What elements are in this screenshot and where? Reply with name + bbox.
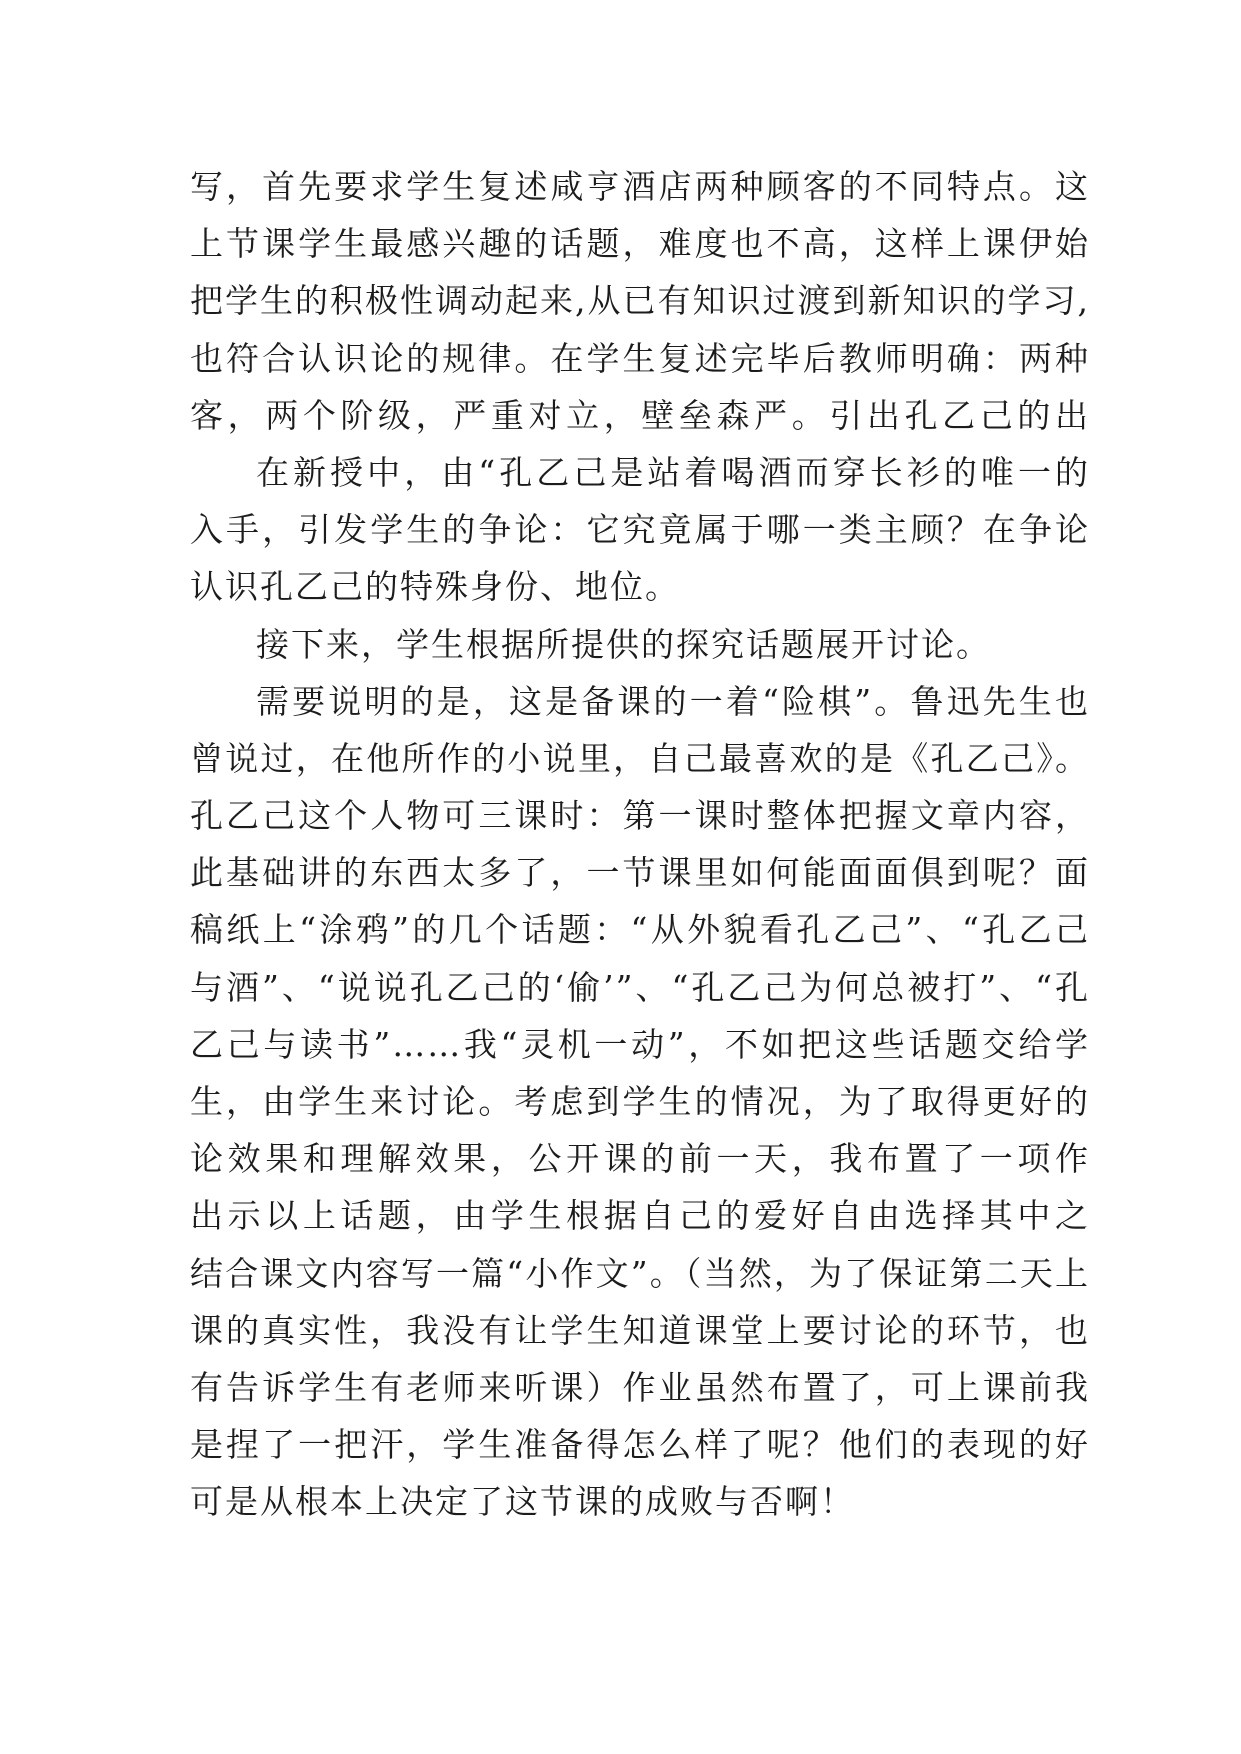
text-line: 是捏了一把汗，学生准备得怎么样了呢？他们的表现的好 — [190, 1425, 1090, 1465]
text-line: 此基础讲的东西太多了，一节课里如何能面面俱到呢？面 — [190, 853, 1090, 893]
text-line: 出示以上话题，由学生根据自己的爱好自由选择其中之 — [190, 1196, 1090, 1236]
text-line: 上节课学生最感兴趣的话题，难度也不高，这样上课伊始 — [190, 224, 1090, 264]
text-line: 在新授中，由“孔乙己是站着喝酒而穿长衫的唯一的 — [256, 452, 1090, 492]
body-text — [190, 158, 1090, 1531]
text-line: 有告诉学生有老师来听课）作业虽然布置了，可上课前我 — [190, 1367, 1090, 1407]
text-line: 入手，引发学生的争论：它究竟属于哪一类主顾？在争论 — [190, 510, 1090, 550]
text-line: 稿纸上“涂鸦”的几个话题：“从外貌看孔乙己”、“孔乙己 — [190, 910, 1090, 950]
text-line: 也符合认识论的规律。在学生复述完毕后教师明确：两种 — [190, 338, 1090, 378]
text-line: 论效果和理解效果，公开课的前一天，我布置了一项作 — [190, 1139, 1090, 1179]
text-line: 认识孔乙己的特殊身份、地位。 — [190, 567, 680, 607]
text-line: 孔乙己这个人物可三课时：第一课时整体把握文章内容， — [190, 796, 1090, 836]
text-line: 客，两个阶级，严重对立，壁垒森严。引出孔乙己的出 — [190, 395, 1090, 435]
text-line: 需要说明的是，这是备课的一着“险棋”。鲁迅先生也 — [256, 681, 1090, 721]
text-line: 接下来，学生根据所提供的探究话题展开讨论。 — [256, 624, 991, 664]
text-line: 结合课文内容写一篇“小作文”。（当然，为了保证第二天上 — [190, 1253, 1090, 1293]
text-line: 与酒”、“说说孔乙己的‘偷’”、“孔乙己为何总被打”、“孔 — [190, 967, 1090, 1007]
text-line: 生，由学生来讨论。考虑到学生的情况，为了取得更好的 — [190, 1082, 1090, 1121]
text-line: 乙己与读书”……我“灵机一动”，不如把这些话题交给学 — [190, 1024, 1090, 1064]
text-line: 可是从根本上决定了这节课的成败与否啊！ — [190, 1482, 855, 1522]
text-line: 曾说过，在他所作的小说里，自己最喜欢的是《孔乙己》。 — [190, 738, 1090, 778]
text-line: 写，首先要求学生复述咸亨酒店两种顾客的不同特点。这 — [190, 167, 1090, 206]
text-line: 把学生的积极性调动起来,从已有知识过渡到新知识的学习, — [190, 281, 1090, 321]
text-line: 课的真实性，我没有让学生知道课堂上要讨论的环节，也 — [190, 1310, 1090, 1350]
